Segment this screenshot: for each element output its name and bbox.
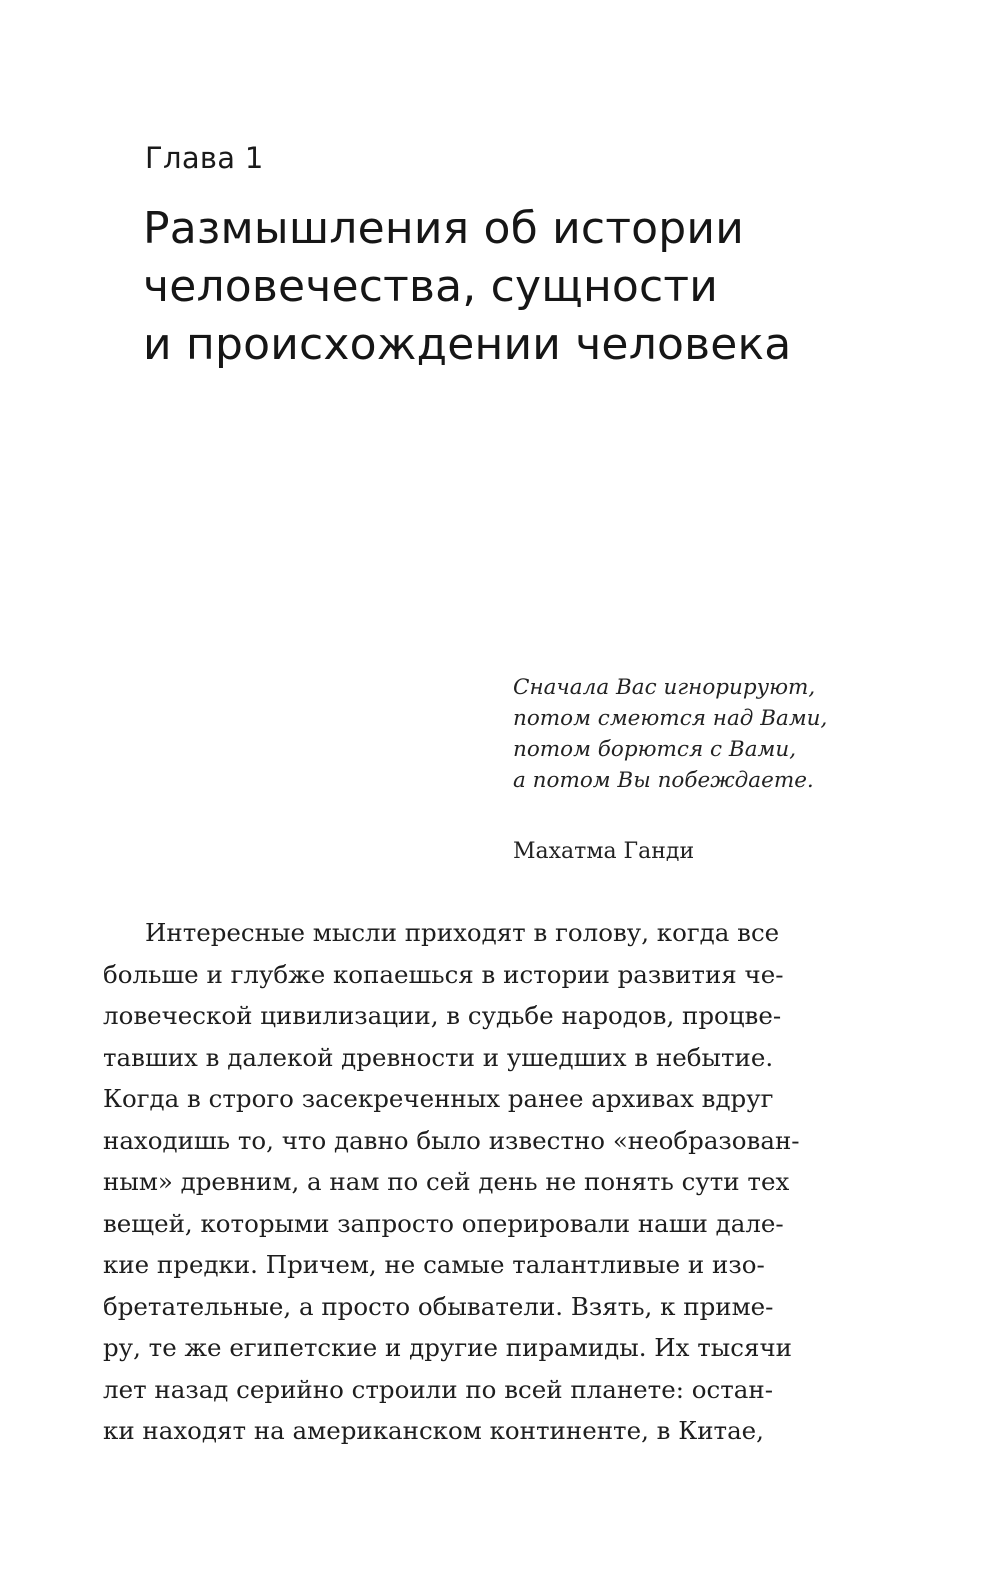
body-line: тавших в далекой древности и ушедших в небытие. — [103, 1042, 774, 1072]
epigraph-quote-line: Сначала Вас игнорируют, — [513, 675, 816, 700]
body-line: больше и глубже копаешься в истории развития че- — [103, 959, 784, 989]
epigraph-quote — [513, 672, 933, 796]
body-paragraph — [103, 912, 893, 1472]
chapter-label: Глава 1 — [145, 141, 264, 175]
chapter-title — [143, 200, 923, 374]
body-line: находишь то, что давно было известно «необразован- — [103, 1125, 800, 1155]
body-line: Когда в строго засекреченных ранее архивах вдруг — [103, 1084, 774, 1113]
body-line: лет назад серийно строили по всей планете: остан- — [103, 1374, 773, 1404]
epigraph — [513, 672, 933, 864]
chapter-title-line: и происхождении человека — [143, 319, 792, 370]
body-line: ным» древним, а нам по сей день не понять сути тех — [103, 1167, 790, 1196]
epigraph-quote-line: потом борются с Вами, — [513, 737, 797, 762]
body-line: бретательные, а просто обыватели. Взять, к приме- — [103, 1291, 774, 1321]
body-line: ру, те же египетские и другие пирамиды. Их тысячи — [103, 1333, 793, 1362]
chapter-title-line: Размышления об истории — [143, 203, 744, 254]
body-line: вещей, которыми запросто оперировали наши дале- — [103, 1208, 784, 1238]
epigraph-author: Махатма Ганди — [513, 839, 695, 864]
epigraph-quote-line: потом смеются над Вами, — [513, 706, 828, 731]
body-line: Интересные мысли приходят в голову, когда все — [145, 918, 780, 947]
body-line: ки находят на американском континенте, в Китае, — [103, 1416, 764, 1445]
chapter-title-line: человечества, сущности — [143, 261, 719, 312]
epigraph-quote-line: а потом Вы побеждаете. — [513, 768, 814, 793]
body-line: ловеческой цивилизации, в судьбе народов, процве- — [103, 1001, 782, 1030]
body-line: кие предки. Причем, не самые талантливые и изо- — [103, 1250, 765, 1279]
